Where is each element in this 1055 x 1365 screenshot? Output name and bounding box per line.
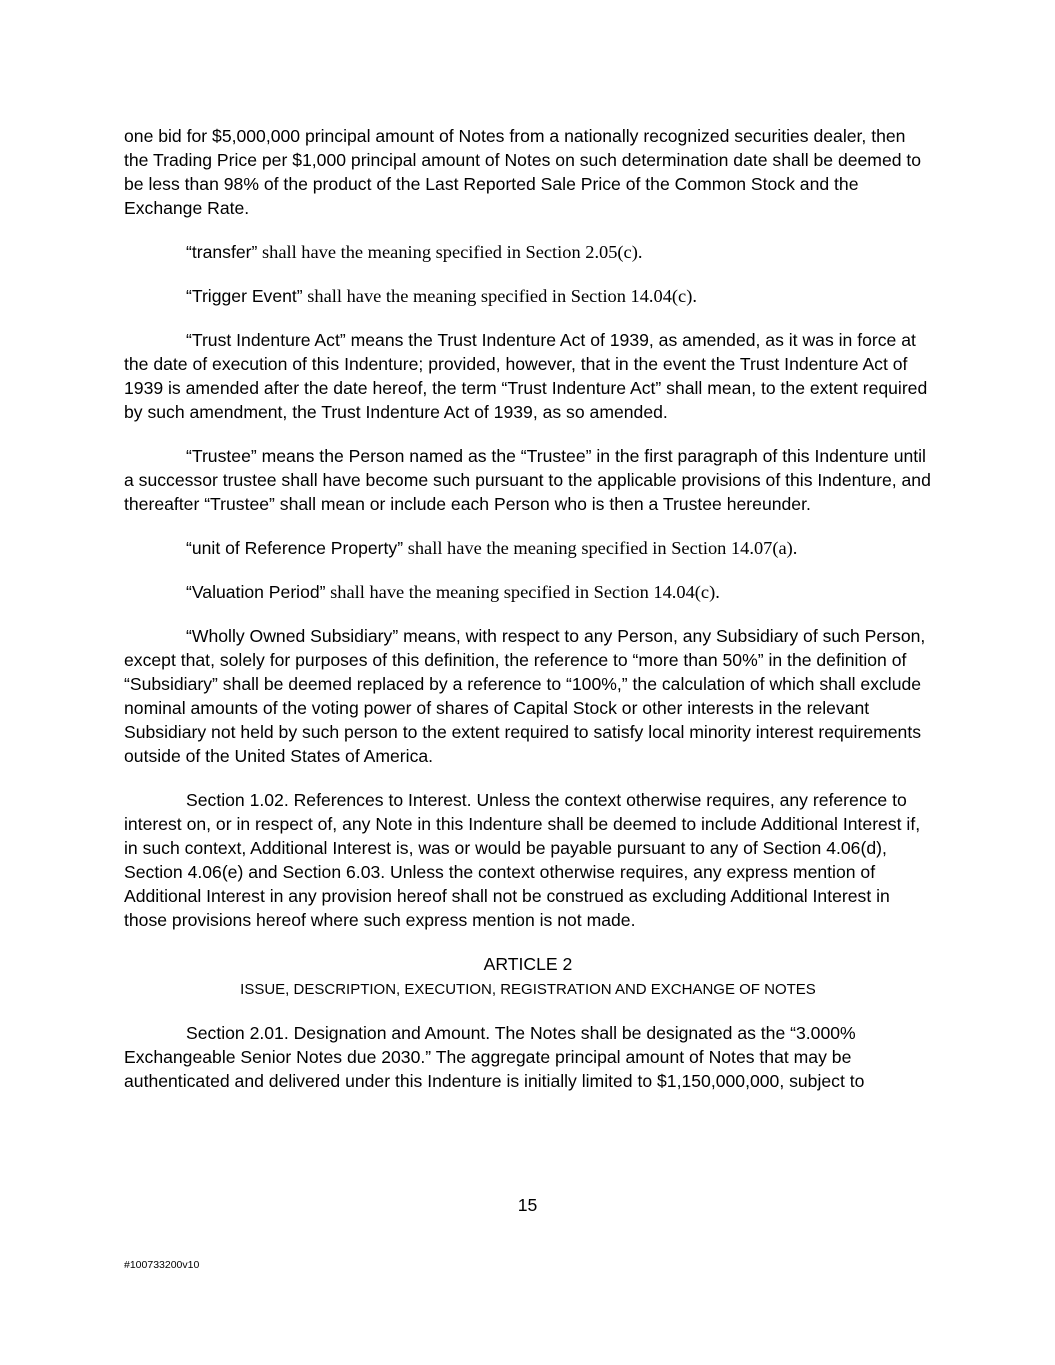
definition-valuation-period bbox=[124, 580, 932, 604]
definition-unit-of-reference-property bbox=[124, 536, 932, 560]
defined-term: “Valuation Period” bbox=[186, 582, 326, 602]
definition-body: means the Person named as the “Trustee” in the first paragraph of this Indenture until a successor trustee shall have become such pursuant to the applicable provisions of this Indenture, and thereafter “Trustee” shall mean or include each Person who is then a Trustee hereunder. bbox=[124, 446, 931, 514]
definition-trust-indenture-act bbox=[124, 328, 932, 424]
definition-body: means, with respect to any Person, any Subsidiary of such Person, except that, solely for purposes of this definition, the reference to “more than 50%” in the definition of “Subsidiary” shall be deemed replaced by a reference to “100%,” the calculation of which shall exclude nominal amounts of the voting power of shares of Capital Stock or other interests in the relevant Subsidiary not held by such person to the extent required to satisfy local minority interest requirements outside of the United States of America. bbox=[124, 626, 926, 766]
definition-transfer bbox=[124, 240, 932, 264]
document-page bbox=[124, 124, 932, 1113]
defined-term: “unit of Reference Property” bbox=[186, 538, 404, 558]
definition-trustee bbox=[124, 444, 932, 516]
section-1-02: Section 1.02. References to Interest. Unless the context otherwise requires, any reference to interest on, or in respect of, any Note in this Indenture shall be deemed to include Additional Interest if, in such context, Additional Interest is, was or would be payable pursuant to any of Section 4.06(d), Section 4.06(e) and Section 6.03. Unless the context otherwise requires, any express mention of Additional Interest in any provision hereof shall not be construed as excluding Additional Interest in those provisions hereof where such express mention is not made. bbox=[124, 790, 921, 930]
page-number: 15 bbox=[517, 1195, 538, 1215]
definition-body: shall have the meaning specified in Section 14.07(a). bbox=[403, 538, 798, 558]
defined-term: “Wholly Owned Subsidiary” bbox=[186, 626, 399, 646]
article-heading: ARTICLE 2 bbox=[483, 954, 573, 974]
definition-body: shall have the meaning specified in Section 14.04(c). bbox=[325, 582, 720, 602]
defined-term: “Trustee” bbox=[186, 446, 257, 466]
definition-body: means the Trust Indenture Act of 1939, as amended, as it was in force at the date of execution of this Indenture; provided, however, that in the event the Trust Indenture Act of 1939 is amended after the date hereof, the term “Trust Indenture Act” shall mean, to the extent required by such amendment, the Trust Indenture Act of 1939, as so amended. bbox=[124, 330, 928, 422]
defined-term: “Trust Indenture Act” bbox=[186, 330, 346, 350]
paragraph-trading-price: one bid for $5,000,000 principal amount of Notes from a nationally recognized securities dealer, then the Trading Price per $1,000 principal amount of Notes on such determination date shall be deemed to be less than 98% of the product of the Last Reported Sale Price of the Common Stock and the Exchange Rate. bbox=[124, 126, 922, 218]
document-id: #100733200v10 bbox=[124, 1259, 200, 1271]
definition-body: shall have the meaning specified in Section 14.04(c). bbox=[302, 286, 697, 306]
definition-wholly-owned-subsidiary bbox=[124, 624, 932, 768]
defined-term: “transfer” bbox=[186, 242, 258, 262]
article-subtitle: ISSUE, DESCRIPTION, EXECUTION, REGISTRATION AND EXCHANGE OF NOTES bbox=[240, 981, 816, 998]
definition-body: shall have the meaning specified in Section 2.05(c). bbox=[257, 242, 643, 262]
section-2-01: Section 2.01. Designation and Amount. The Notes shall be designated as the “3.000% Exchangeable Senior Notes due 2030.” The aggregate principal amount of Notes that may be authenticated and delivered under this Indenture is initially limited to $1,150,000,000, subject to bbox=[124, 1023, 865, 1091]
definition-trigger-event bbox=[124, 284, 932, 308]
defined-term: “Trigger Event” bbox=[186, 286, 303, 306]
